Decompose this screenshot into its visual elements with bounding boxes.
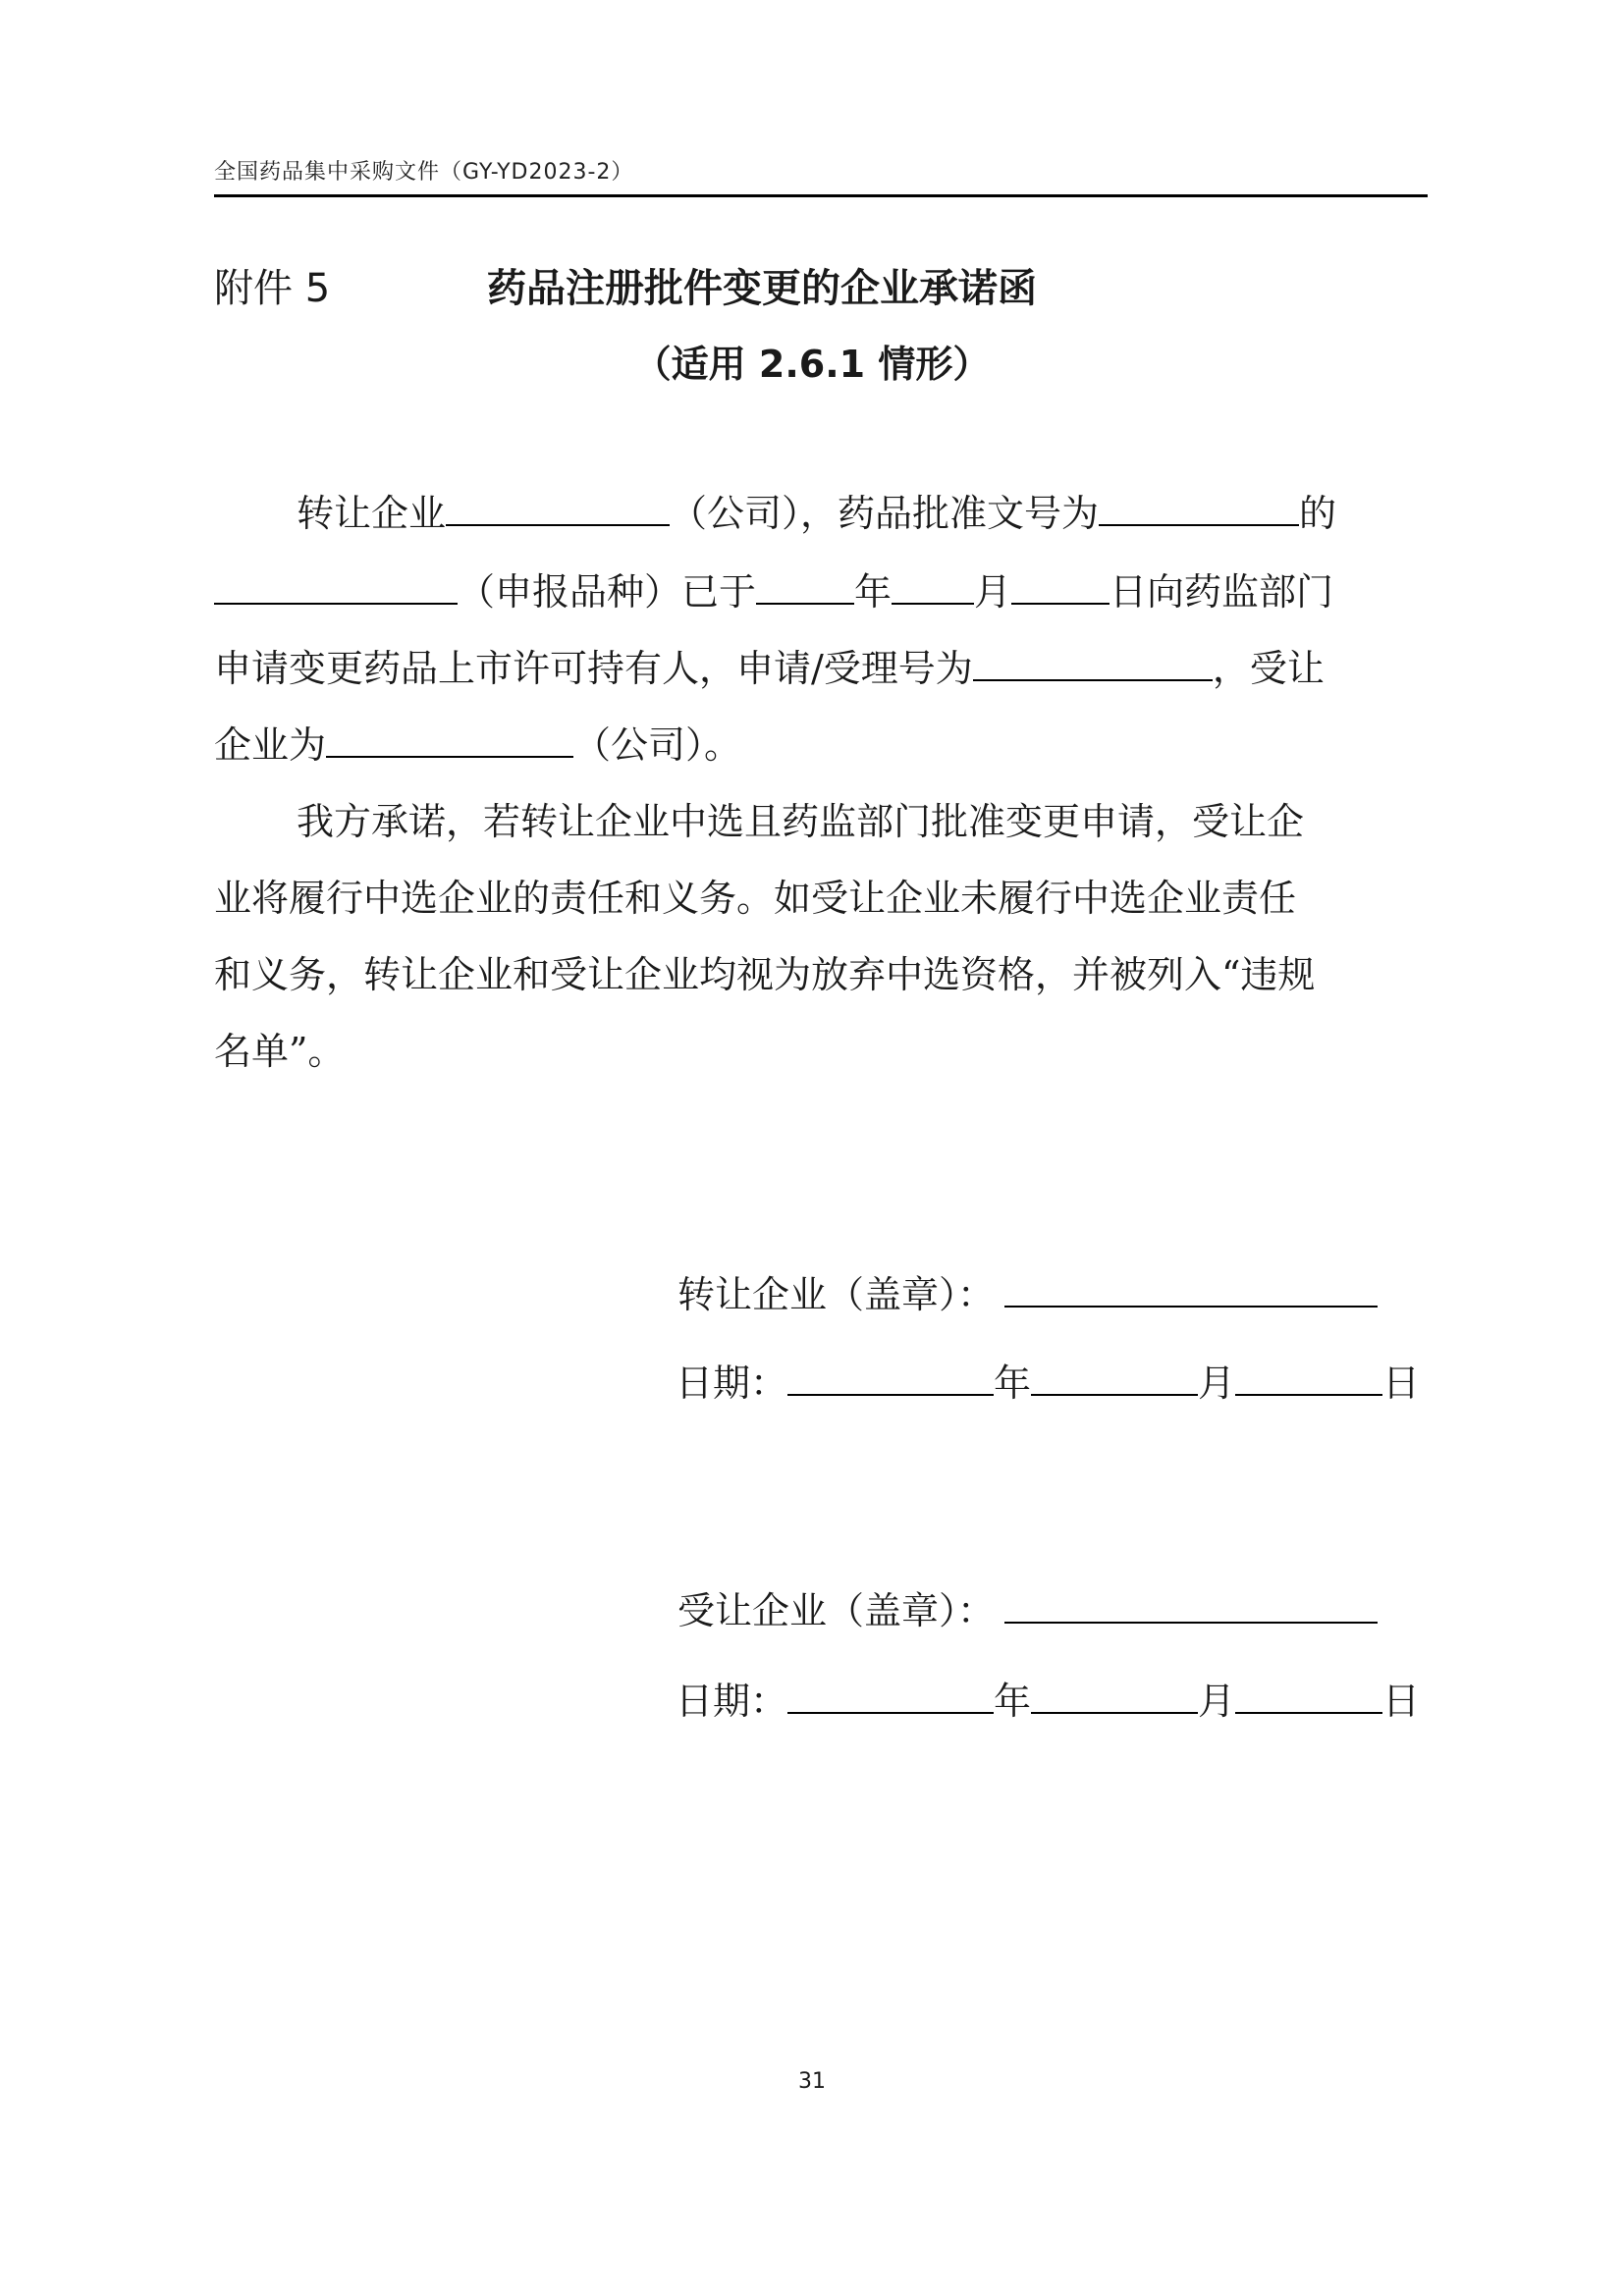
day-label: 日 xyxy=(1382,1362,1421,1405)
paragraph2-line3: 和义务，转让企业和受让企业均视为放弃中选资格，并被列入“违规 xyxy=(214,953,1316,996)
text: 申请变更药品上市许可持有人，申请/受理号为 xyxy=(214,647,973,690)
date-year-blank[interactable] xyxy=(787,1359,994,1396)
month-label: 月 xyxy=(1198,1680,1236,1723)
page-number: 31 xyxy=(798,2069,826,2094)
paragraph1-line1 xyxy=(297,489,1336,538)
text: ，受让 xyxy=(1212,647,1325,690)
date-month-blank[interactable] xyxy=(1031,1359,1198,1396)
approval-number-blank[interactable] xyxy=(1099,489,1299,526)
document-title: 药品注册批件变更的企业承诺函 xyxy=(487,266,1037,311)
running-header: 全国药品集中采购文件（GY-YD2023-2） xyxy=(214,160,634,185)
application-number-blank[interactable] xyxy=(973,644,1213,681)
year-blank[interactable] xyxy=(756,567,854,605)
year-label: 年 xyxy=(994,1362,1032,1405)
year-label: 年 xyxy=(994,1680,1032,1723)
transferee-seal-line xyxy=(677,1586,1378,1635)
transferor-seal-blank[interactable] xyxy=(1004,1270,1378,1308)
paragraph2-line1: 我方承诺，若转让企业中选且药监部门批准变更申请，受让企 xyxy=(297,800,1305,843)
transferee-blank[interactable] xyxy=(326,721,573,758)
paragraph1-line4 xyxy=(214,721,741,770)
text: 月 xyxy=(974,570,1012,614)
date-day-blank[interactable] xyxy=(1235,1677,1382,1714)
paragraph2-line2: 业将履行中选企业的责任和义务。如受让企业未履行中选企业责任 xyxy=(214,877,1297,920)
seal-label: 受让企业（盖章）： xyxy=(677,1589,996,1632)
transferee-date-line xyxy=(676,1677,1420,1726)
date-year-blank[interactable] xyxy=(787,1677,994,1714)
date-label: 日期： xyxy=(676,1362,788,1405)
month-label: 月 xyxy=(1198,1362,1236,1405)
text: （申报品种）已于 xyxy=(458,570,757,614)
transferor-seal-line xyxy=(677,1270,1378,1319)
text: 转让企业 xyxy=(297,492,447,535)
month-blank[interactable] xyxy=(892,567,974,605)
date-label: 日期： xyxy=(676,1680,788,1723)
text: 年 xyxy=(854,570,893,614)
document-subtitle: （适用 2.6.1 情形） xyxy=(633,343,991,386)
date-day-blank[interactable] xyxy=(1235,1359,1382,1396)
transferor-date-line xyxy=(676,1359,1420,1408)
day-label: 日 xyxy=(1382,1680,1421,1723)
paragraph2-line4: 名单”。 xyxy=(214,1030,346,1073)
attachment-label: 附件 5 xyxy=(214,266,331,311)
seal-label: 转让企业（盖章）： xyxy=(677,1273,996,1316)
product-blank[interactable] xyxy=(214,567,458,605)
text: 的 xyxy=(1299,492,1337,535)
text: （公司）。 xyxy=(573,723,742,767)
paragraph1-line3 xyxy=(214,644,1325,693)
text: （公司），药品批准文号为 xyxy=(670,492,1100,535)
header-divider xyxy=(214,194,1428,197)
transferor-blank[interactable] xyxy=(446,489,670,526)
date-month-blank[interactable] xyxy=(1031,1677,1198,1714)
paragraph1-line2 xyxy=(214,567,1333,616)
day-blank[interactable] xyxy=(1011,567,1110,605)
text: 日向药监部门 xyxy=(1110,570,1334,614)
text: 企业为 xyxy=(214,723,327,767)
transferee-seal-blank[interactable] xyxy=(1004,1586,1378,1624)
